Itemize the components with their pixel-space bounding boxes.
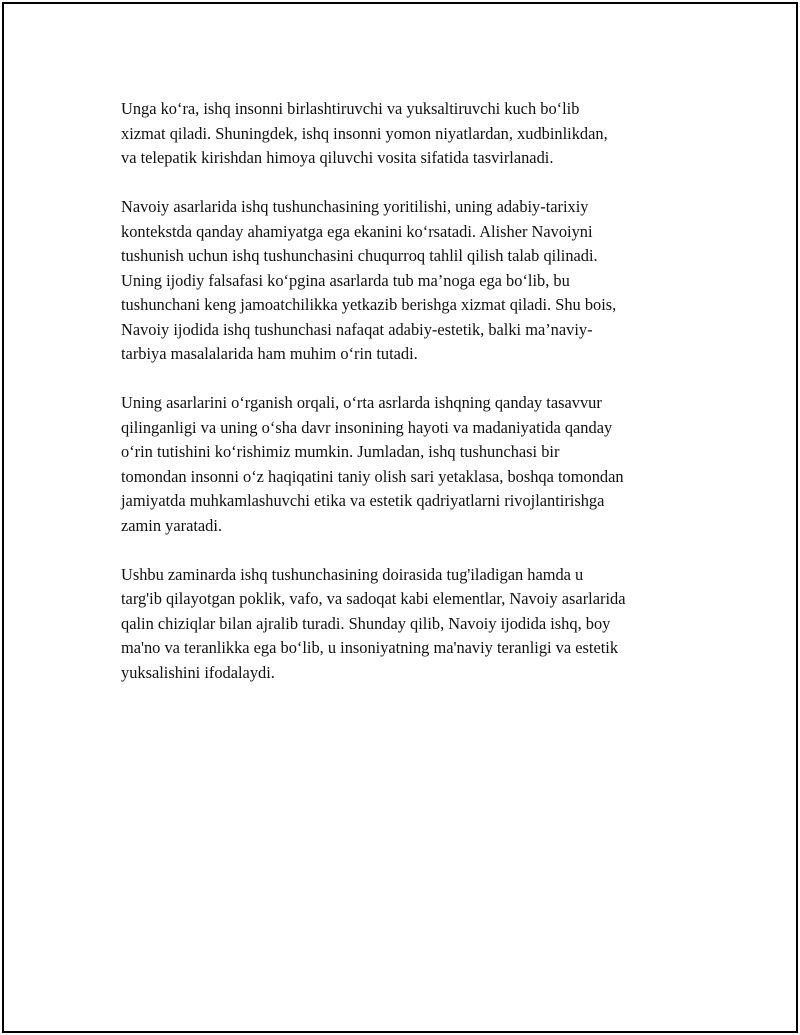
paragraph-3: Uning asarlarini o‘rganish orqali, o‘rta asrlarda ishqning qanday tasavvur qilinganligi va uning o‘sha davr insonining hayoti va madaniyatida qanday o‘rin tutishini ko‘rishimiz mumkin. Jumladan, ishq tushunchasi bir tomondan insonni o‘z haqiqatini taniy olish sari yetaklasa, boshqa tomondan jamiyatda muhkamlashuvchi etika va estetik qadriyatlarni rivojlantirishga zamin yaratadi.	[121, 393, 624, 535]
paragraph-1: Unga ko‘ra, ishq insonni birlashtiruvchi va yuksaltiruvchi kuch bo‘lib xizmat qiladi. Shuningdek, ishq insonni yomon niyatlardan, xudbinlikdan, va telepatik kirishdan himoya qiluvchi vosita sifatida tasvirlanadi.	[121, 99, 608, 167]
document-body	[121, 97, 701, 710]
paragraph-2: Navoiy asarlarida ishq tushunchasining yoritilishi, uning adabiy-tarixiy kontekstda qanday ahamiyatga ega ekanini ko‘rsatadi. Alisher Navoiyni tushunish uchun ishq tushunchasini chuqurroq tahlil qilish talab qilinadi. Uning ijodiy falsafasi ko‘pgina asarlarda tub ma’noga ega bo‘lib, bu tushunchani keng jamoatchilikka yetkazib berishga xizmat qiladi. Shu bois, Navoiy ijodida ishq tushunchasi nafaqat adabiy-estetik, balki ma’naviy- tarbiya masalalarida ham muhim o‘rin tutadi.	[121, 197, 617, 363]
paragraph-4: Ushbu zaminarda ishq tushunchasining doirasida tug'iladigan hamda u targ'ib qilayotgan poklik, vafo, va sadoqat kabi elementlar, Navoiy asarlarida qalin chiziqlar bilan ajralib turadi. Shunday qilib, Navoiy ijodida ishq, boy ma'no va teranlikka ega bo‘lib, u insoniyatning ma'naviy teranligi va estetik yuksalishini ifodalaydi.	[121, 564, 626, 682]
page-frame	[2, 2, 798, 1033]
